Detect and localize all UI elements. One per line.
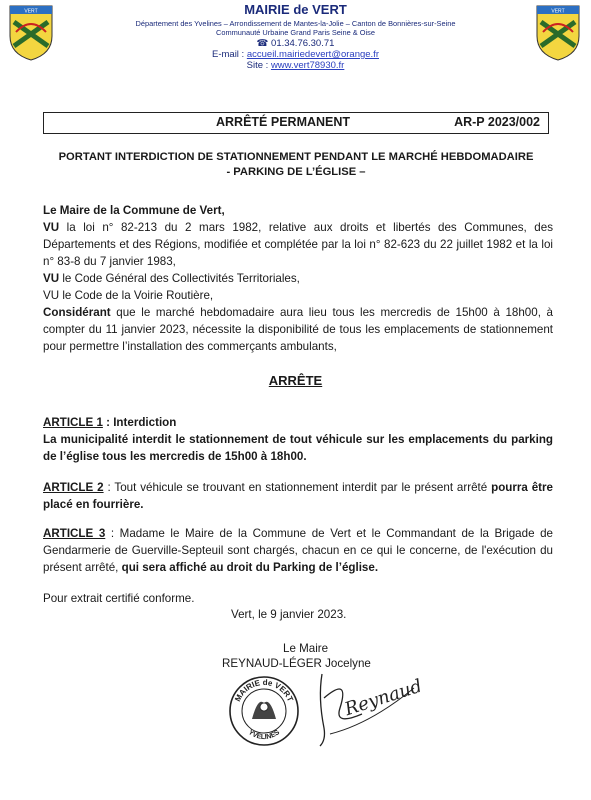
title-box [43,112,549,134]
coat-of-arms-right [533,2,583,62]
considerant-text: que le marché hebdomadaire aura lieu tous les mercredis de 15h00 à 18h00, à compter du 11 janvier 2023, nécessite la disponibilité de tous les emplacements de stationnement pour permettre l’installation des commerçants ambulants, [43,306,553,353]
svg-text:MAIRIE de VERT [233,678,295,703]
arrete-number: AR-P 2023/002 [454,115,540,129]
arrete-type: ARRÊTÉ PERMANENT [216,115,351,129]
place-date: Vert, le 9 janvier 2023. [231,608,347,621]
coat-of-arms-left [6,2,56,62]
email-link[interactable]: accueil.mairiedevert@orange.fr [246,49,379,60]
email-line [70,49,521,60]
site-line [70,60,521,71]
site-label: Site : [246,60,269,71]
article-1-text: La municipalité interdit le stationnement de tout véhicule sur les emplacements du parking de l’église tous les mercredis de 15h00 à 18h00. [43,433,553,463]
phone-icon: ☎ [256,38,269,49]
vu-lead: VU [43,221,60,234]
subject-line-2: - PARKING DE L’ÉGLISE – [226,166,366,178]
signature-text: Reynaud [342,675,425,721]
phone-number: 01.34.76.30.71 [271,38,335,49]
site-link[interactable]: www.vert78930.fr [270,60,345,71]
article-3-text: : Madame le Maire de la Commune de Vert et le Commandant de la Brigade de Gendarmerie de Guerville-Septeuil sont chargés, chacun en ce qui le concerne, de l'exécution du présent arrêté, [43,527,553,574]
signatory-title: Le Maire [283,642,329,655]
phone-line [70,38,521,49]
considerant [43,304,553,355]
preamble [43,202,553,355]
vu-cgct-text: le Code Général des Collectivités Territoriales, [59,272,300,285]
subject-line-1: PORTANT INTERDICTION DE STATIONNEMENT PENDANT LE MARCHÉ HEBDOMADAIRE [58,151,534,163]
handwritten-signature [310,668,430,748]
communaute-line: Communauté Urbaine Grand Paris Seine & Oise [216,28,375,37]
departement-line: Département des Yvelines – Arrondissement de Mantes-la-Jolie – Canton de Bonnières-sur-Seine [135,19,456,28]
arrete-heading: ARRÊTE [268,373,323,388]
considerant-lead: Considérant [43,306,111,319]
stamp-top-text: MAIRIE de VERT [233,677,295,704]
preamble-intro: Le Maire de la Commune de Vert, [43,204,225,217]
crest-label: VERT [551,8,565,15]
vu-lead: VU [43,272,60,285]
article-3-bold: qui sera affiché au droit du Parking de l’église. [121,561,379,574]
stamp-bottom-text: YVELINES [246,729,282,742]
letterhead [70,2,521,71]
article-1-label: ARTICLE 1 [43,416,103,429]
article-2-bold: pourra être placé en fourrière. [43,481,554,511]
article-3-label: ARTICLE 3 [43,527,106,540]
article-2-text: : Tout véhicule se trouvant en stationnement interdit par le présent arrêté [103,481,492,494]
certified-line: Pour extrait certifié conforme. [43,592,195,605]
vu-cgct [43,270,553,287]
article-3 [43,525,553,576]
subject [43,150,549,180]
email-label: E-mail : [212,49,245,60]
signatory-name: REYNAUD-LÉGER Jocelyne [222,657,371,670]
article-1-title: : Interdiction [102,416,177,429]
mairie-title: MAIRIE de VERT [244,2,347,17]
article-2-label: ARTICLE 2 [43,481,104,494]
vu-loi [43,219,553,270]
vu-voirie: VU le Code de la Voirie Routière, [43,289,214,302]
article-2 [43,479,553,513]
svg-text:YVELINES [247,729,282,741]
vu-loi-text: la loi n° 82-213 du 2 mars 1982, relative aux droits et libertés des Communes, des Départements et des Régions, modifiée et complétée par la loi n° 82-623 du 22 juillet 1982 et la loi n° 83-8 du 7 janvier 1983, [43,221,553,268]
official-stamp [228,675,300,747]
crest-label: VERT [24,8,38,15]
article-1 [43,414,553,465]
